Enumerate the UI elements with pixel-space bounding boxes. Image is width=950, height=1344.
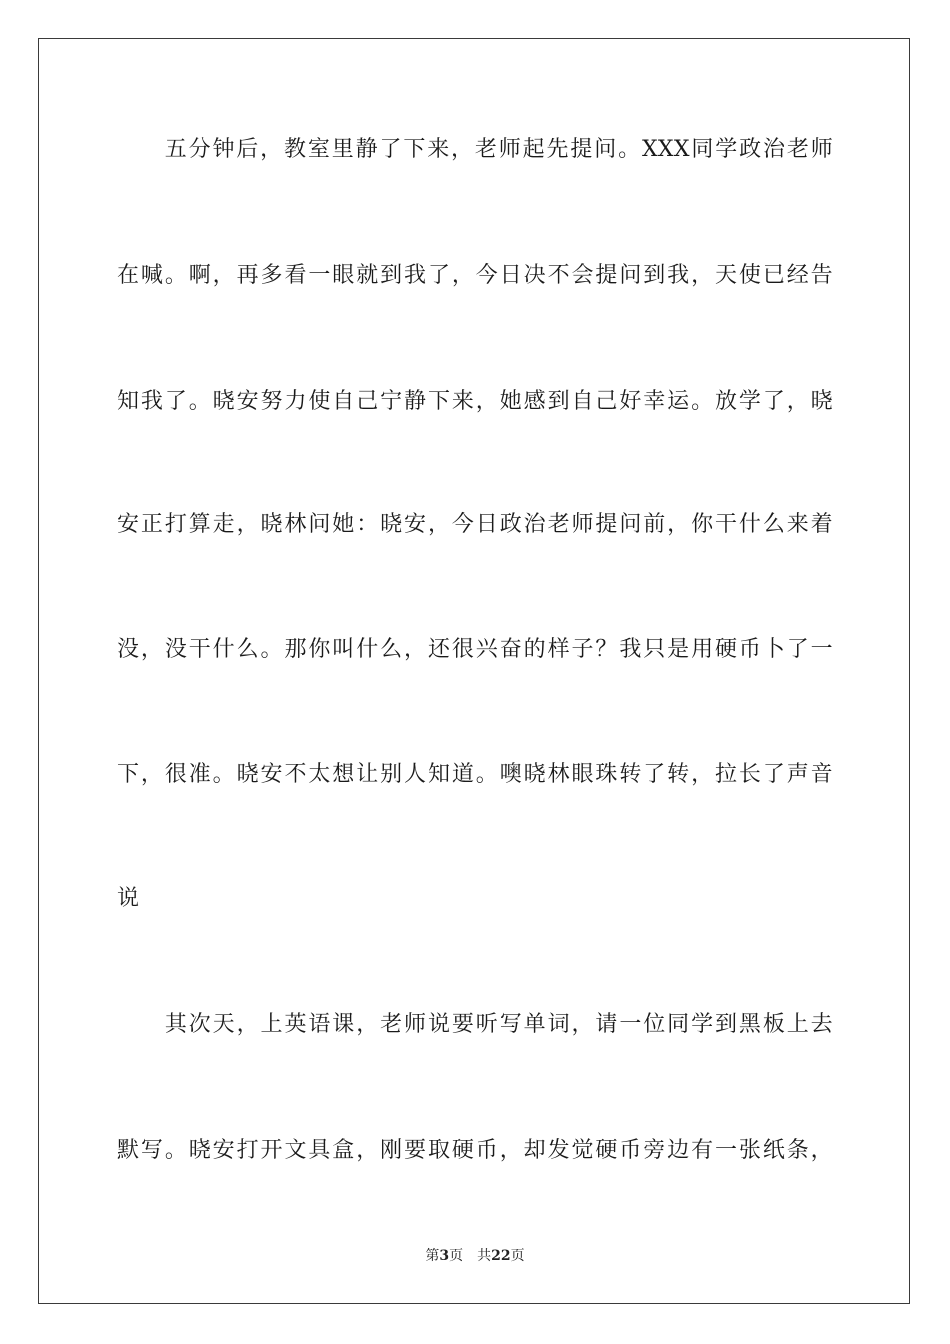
body-line-7: 说: [117, 886, 140, 911]
page-suffix: 页: [449, 1248, 464, 1264]
total-suffix: 页: [510, 1248, 525, 1264]
body-line-8: 其次天，上英语课，老师说要听写单词，请一位同学到黑板上去: [117, 1012, 833, 1037]
body-line-9: 默写。晓安打开文具盒，刚要取硬币，却发觉硬币旁边有一张纸条，: [117, 1138, 833, 1163]
body-line-3: 知我了。晓安努力使自己宁静下来，她感到自己好幸运。放学了，晓: [117, 389, 833, 414]
page-footer: [0, 1247, 950, 1265]
body-line-5: 没，没干什么。那你叫什么，还很兴奋的样子？我只是用硬币卜了一: [117, 637, 833, 662]
body-line-1: 五分钟后，教室里静了下来，老师起先提问。XXX同学政治老师: [117, 137, 833, 162]
body-line-2: 在喊。啊，再多看一眼就到我了，今日决不会提问到我，天使已经告: [117, 263, 833, 288]
body-line-4: 安正打算走，晓林问她：晓安，今日政治老师提问前，你干什么来着: [117, 512, 833, 537]
total-prefix: 共: [477, 1248, 492, 1264]
total-page-number: 22: [491, 1248, 511, 1264]
body-line-6: 下，很准。晓安不太想让别人知道。噢晓林眼珠转了转，拉长了声音: [117, 762, 833, 787]
page-border: [38, 38, 910, 1304]
current-page-number: 3: [439, 1248, 450, 1264]
page-prefix: 第: [425, 1248, 440, 1264]
